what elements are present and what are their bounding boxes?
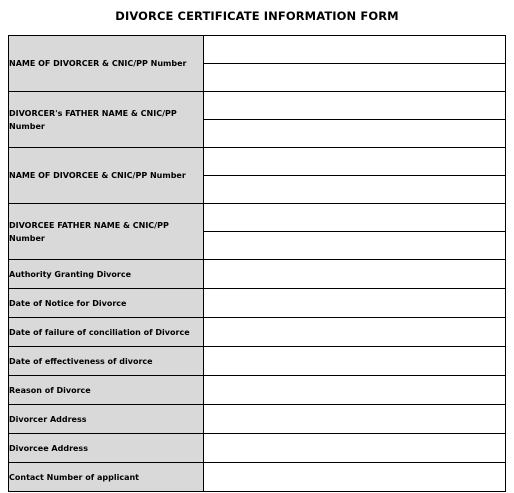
form-row-divorcer-name <box>9 36 506 64</box>
divorcer-father-name-field[interactable] <box>204 92 506 120</box>
date-of-conciliation-failure-field[interactable] <box>204 318 506 347</box>
field-label: Date of Notice for Divorce <box>9 289 204 318</box>
date-of-notice-field[interactable] <box>204 289 506 318</box>
divorcee-father-name-field[interactable] <box>204 204 506 232</box>
field-label: Divorcee Address <box>9 434 204 463</box>
field-label: Contact Number of applicant <box>9 463 204 492</box>
field-label: DIVORCEE FATHER NAME & CNIC/PP Number <box>9 204 204 260</box>
field-label: Authority Granting Divorce <box>9 260 204 289</box>
field-label: Divorcer Address <box>9 405 204 434</box>
divorcee-address-field[interactable] <box>204 434 506 463</box>
divorcee-cnic-field[interactable] <box>204 176 506 204</box>
field-label: Date of failure of conciliation of Divorce <box>9 318 204 347</box>
date-of-effectiveness-field[interactable] <box>204 347 506 376</box>
form-row-effectiveness-date <box>9 347 506 376</box>
form-row-divorcer-father-name <box>9 92 506 120</box>
field-label: NAME OF DIVORCER & CNIC/PP Number <box>9 36 204 92</box>
form-row-divorcer-address <box>9 405 506 434</box>
divorcer-name-field[interactable] <box>204 36 506 64</box>
form-table <box>8 35 506 492</box>
field-label: DIVORCER's FATHER NAME & CNIC/PP Number <box>9 92 204 148</box>
contact-number-field[interactable] <box>204 463 506 492</box>
form-row-conciliation-failure-date <box>9 318 506 347</box>
authority-granting-divorce-field[interactable] <box>204 260 506 289</box>
divorcer-address-field[interactable] <box>204 405 506 434</box>
field-label: NAME OF DIVORCEE & CNIC/PP Number <box>9 148 204 204</box>
form-row-divorcee-father-name <box>9 204 506 232</box>
form-row-divorcee-name <box>9 148 506 176</box>
field-label: Date of effectiveness of divorce <box>9 347 204 376</box>
form-title: DIVORCE CERTIFICATE INFORMATION FORM <box>115 9 399 23</box>
form-row-authority <box>9 260 506 289</box>
field-label: Reason of Divorce <box>9 376 204 405</box>
reason-of-divorce-field[interactable] <box>204 376 506 405</box>
divorcer-cnic-field[interactable] <box>204 64 506 92</box>
form-row-reason <box>9 376 506 405</box>
divorcee-father-cnic-field[interactable] <box>204 232 506 260</box>
form-row-notice-date <box>9 289 506 318</box>
divorcer-father-cnic-field[interactable] <box>204 120 506 148</box>
divorcee-name-field[interactable] <box>204 148 506 176</box>
form-row-contact-number <box>9 463 506 492</box>
form-row-divorcee-address <box>9 434 506 463</box>
